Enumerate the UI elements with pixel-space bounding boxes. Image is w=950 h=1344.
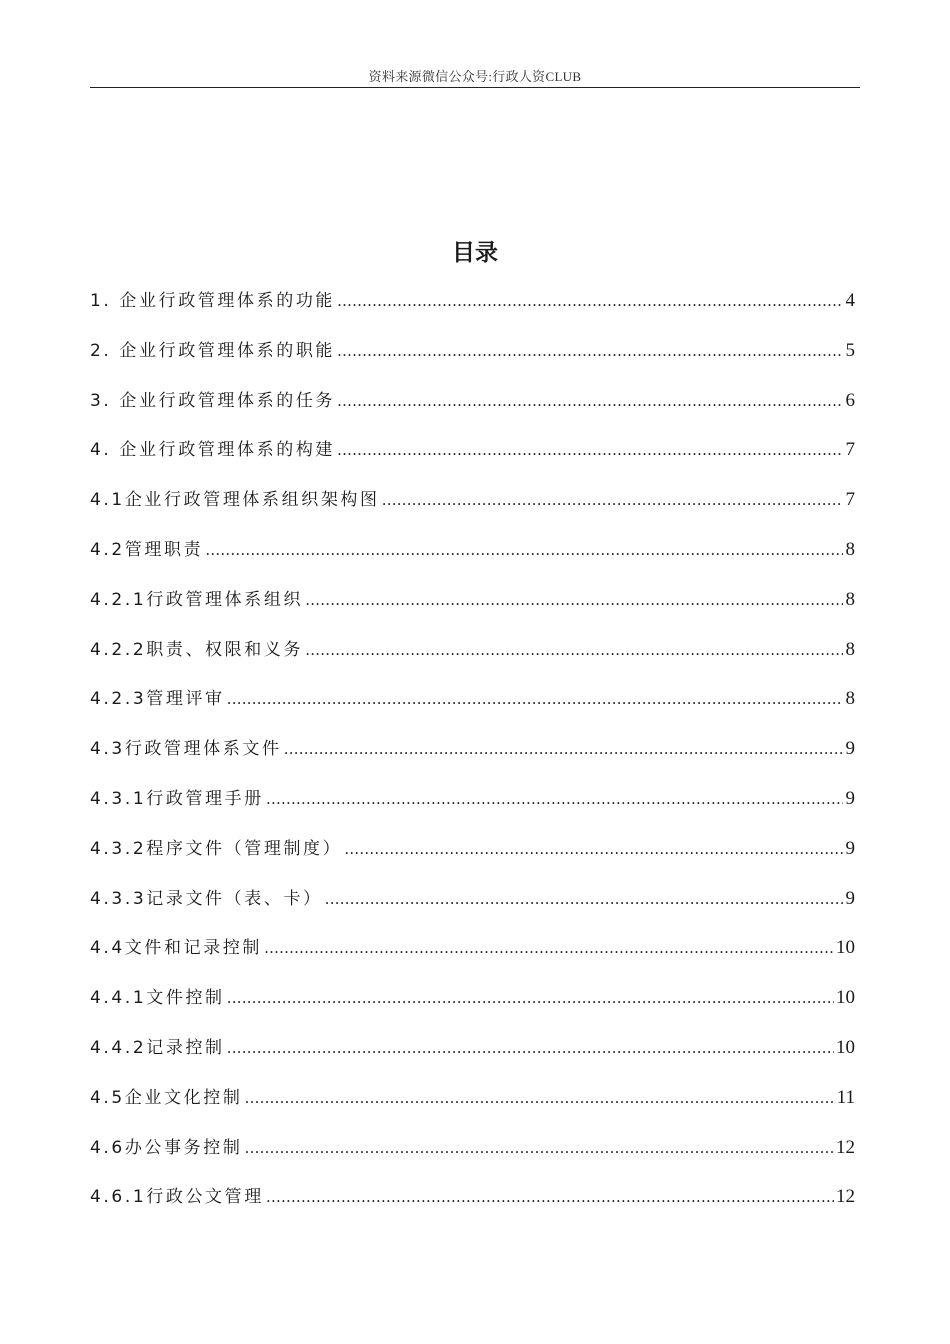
toc-entry-label: 4. 企业行政管理体系的构建: [90, 440, 336, 461]
toc-dot-leader: [266, 779, 843, 819]
toc-entry[interactable]: [90, 630, 855, 680]
toc-entry[interactable]: [90, 480, 855, 530]
toc-entry-page: 4: [845, 290, 855, 311]
toc-entry[interactable]: [90, 928, 855, 978]
toc-entry[interactable]: [90, 1028, 855, 1078]
toc-entry[interactable]: [90, 1128, 855, 1178]
toc-entry[interactable]: [90, 1177, 855, 1227]
toc-entry-label: 4.6.1行政公文管理: [90, 1187, 264, 1208]
toc-dot-leader: [337, 331, 843, 371]
toc-entry[interactable]: [90, 978, 855, 1028]
toc-dot-leader: [382, 480, 843, 520]
toc-entry[interactable]: [90, 530, 855, 580]
toc-dot-leader: [227, 679, 843, 719]
toc-entry-page: 9: [845, 738, 855, 760]
toc-entry-page: 10: [836, 1036, 855, 1058]
toc-title: 目录: [452, 240, 498, 266]
toc-entry-label: 4.4文件和记录控制: [90, 938, 263, 959]
toc-dot-leader: [205, 530, 843, 570]
toc-entry-page: 12: [836, 1136, 855, 1158]
toc-dot-leader: [337, 281, 843, 321]
toc-entry-page: 5: [845, 339, 855, 361]
toc-dot-leader: [325, 879, 843, 919]
toc-entry[interactable]: [90, 829, 855, 879]
toc-entry-label: 1. 企业行政管理体系的功能: [90, 291, 336, 311]
toc-entry-page: 7: [845, 489, 855, 511]
page-header: 资料来源微信公众号:行政人资CLUB: [368, 69, 582, 84]
toc-entry[interactable]: [90, 381, 855, 431]
toc-dot-leader: [266, 1177, 834, 1217]
toc-entry-page: 8: [845, 538, 855, 560]
toc-entry[interactable]: [90, 679, 855, 729]
toc-dot-leader: [337, 430, 843, 470]
toc-dot-leader: [337, 381, 843, 421]
toc-dot-leader: [227, 978, 834, 1018]
toc-entry[interactable]: [90, 331, 855, 381]
toc-entry[interactable]: [90, 430, 855, 480]
toc-entry-label: 4.4.2记录控制: [90, 1037, 225, 1058]
toc-entry-label: 4.3.3记录文件（表、卡）: [90, 888, 323, 909]
toc-entry-page: 9: [845, 787, 855, 809]
toc-entry-page: 8: [845, 638, 855, 660]
toc-dot-leader: [244, 1128, 834, 1168]
toc-entry-page: 9: [845, 887, 855, 909]
toc-entry-page: 12: [836, 1186, 855, 1208]
toc-dot-leader: [227, 1028, 834, 1068]
toc-entry-page: 10: [836, 937, 855, 959]
toc-entry-page: 9: [845, 837, 855, 859]
toc-entry-label: 4.1企业行政管理体系组织架构图: [90, 490, 380, 511]
toc-dot-leader: [264, 928, 834, 968]
toc-entry-label: 4.2管理职责: [90, 539, 204, 560]
toc-entry-page: 11: [836, 1086, 855, 1108]
toc-entry[interactable]: [90, 879, 855, 929]
toc-entry-label: 4.6办公事务控制: [90, 1137, 243, 1158]
toc-dot-leader: [284, 729, 843, 769]
toc-entry-label: 4.3行政管理体系文件: [90, 739, 282, 760]
toc-entry-label: 4.2.2职责、权限和义务: [90, 639, 304, 660]
toc-entry-label: 2. 企业行政管理体系的职能: [90, 340, 336, 361]
toc-entry-label: 3. 企业行政管理体系的任务: [90, 390, 336, 411]
toc-entry[interactable]: [90, 729, 855, 779]
toc-entry[interactable]: [90, 281, 855, 331]
toc-entry[interactable]: [90, 1078, 855, 1128]
table-of-contents: [90, 281, 855, 1227]
toc-entry-label: 4.3.1行政管理手册: [90, 788, 264, 809]
toc-entry-page: 7: [845, 439, 855, 461]
toc-entry-label: 4.2.1行政管理体系组织: [90, 589, 304, 610]
toc-dot-leader: [344, 829, 843, 869]
toc-entry[interactable]: [90, 779, 855, 829]
toc-entry-page: 6: [845, 389, 855, 411]
header-divider: [90, 87, 860, 88]
toc-dot-leader: [244, 1078, 834, 1118]
toc-entry[interactable]: [90, 580, 855, 630]
toc-entry-page: 10: [836, 987, 855, 1009]
toc-entry-label: 4.3.2程序文件（管理制度）: [90, 838, 343, 859]
toc-entry-label: 4.4.1文件控制: [90, 988, 225, 1009]
toc-dot-leader: [305, 580, 843, 620]
toc-entry-page: 8: [845, 688, 855, 710]
toc-dot-leader: [305, 630, 843, 670]
toc-entry-page: 8: [845, 588, 855, 610]
toc-entry-label: 4.5企业文化控制: [90, 1087, 243, 1108]
toc-entry-label: 4.2.3管理评审: [90, 689, 225, 710]
